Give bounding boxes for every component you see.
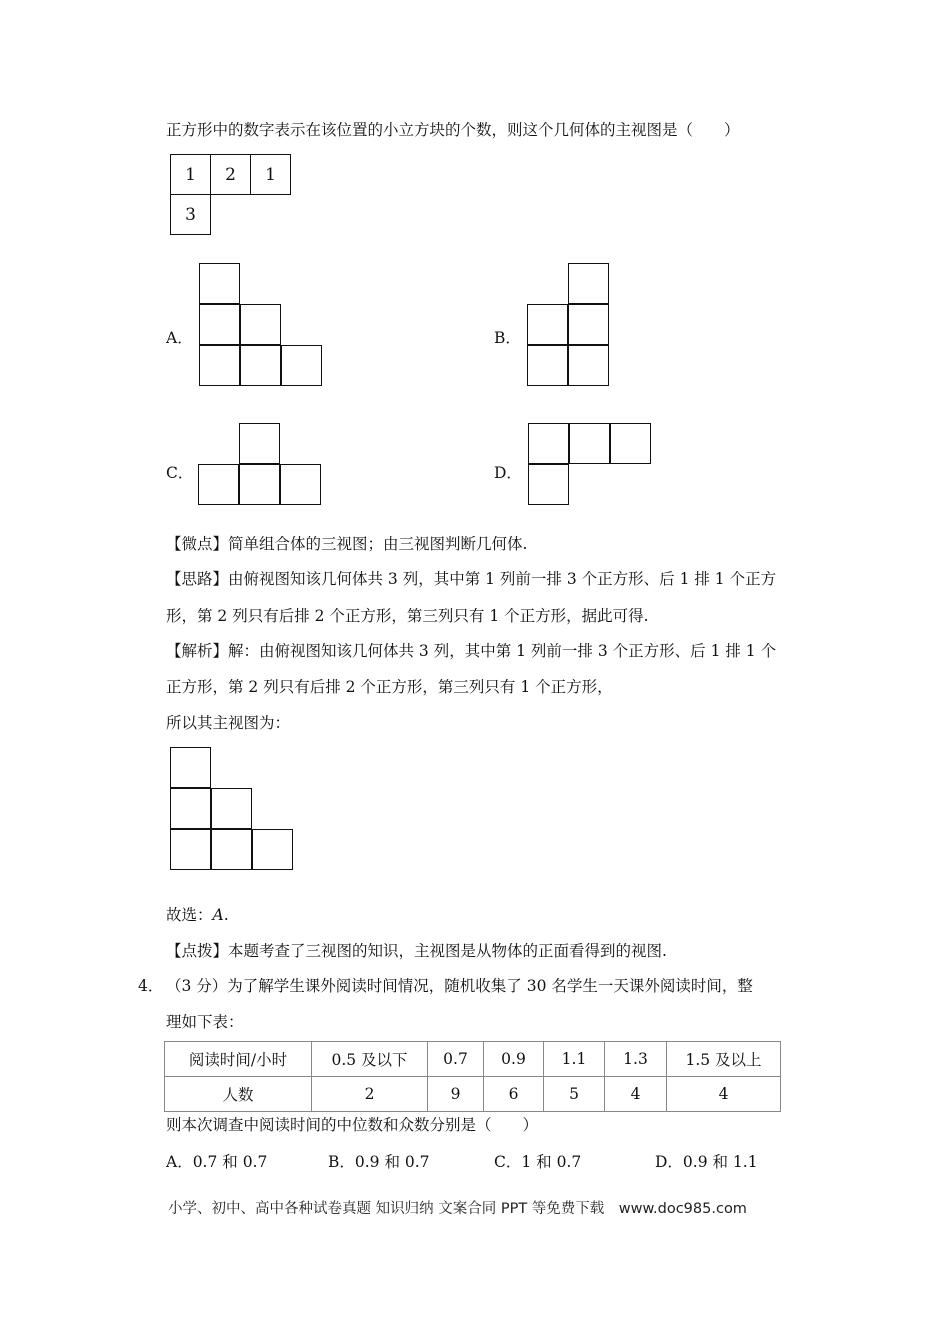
top-view-cell: 1 [250, 154, 291, 195]
square [199, 345, 240, 386]
option-b-label: B． [494, 329, 521, 347]
silu-text-line2: 形，第 2 列只有后排 2 个正方形，第三列只有 1 个正方形，据此可得. [166, 607, 649, 625]
table-cell: 人数 [165, 1077, 312, 1112]
q4-number: 4． [138, 977, 164, 995]
q4-line1 [138, 976, 753, 996]
table-header-cell: 1.5 及以上 [667, 1042, 781, 1077]
option-d-label: D． [494, 464, 522, 482]
square [280, 464, 321, 505]
table-cell: 9 [428, 1077, 484, 1112]
option-c-label: C． [166, 464, 194, 482]
table-row [165, 1042, 781, 1077]
square [211, 829, 252, 870]
jiexi-text-line1: 【解析】解：由俯视图知该几何体共 3 列，其中第 1 列前一排 3 个正方形、后 1 排 1 个 [166, 642, 777, 660]
table-row [165, 1077, 781, 1112]
square [170, 788, 211, 829]
square [528, 423, 569, 464]
silu-text-line1: 【思路】由俯视图知该几何体共 3 列，其中第 1 列前一排 3 个正方形、后 1 排 1 个正方 [166, 570, 777, 588]
top-view-cell: 3 [170, 194, 211, 235]
square [170, 747, 211, 788]
square [239, 464, 280, 505]
square [527, 304, 568, 345]
q4-text-line2: 理如下表： [166, 1013, 244, 1031]
square [568, 345, 609, 386]
answer-suffix: . [223, 906, 229, 924]
square [569, 423, 610, 464]
reading-time-table [164, 1041, 781, 1112]
table-cell: 4 [605, 1077, 667, 1112]
square [240, 345, 281, 386]
weidian-text: 【微点】简单组合体的三视图；由三视图判断几何体. [166, 535, 528, 553]
q4-text-line1: （3 分）为了解学生课外阅读时间情况，随机收集了 30 名学生一天课外阅读时间，整 [166, 977, 753, 995]
square [527, 345, 568, 386]
square [198, 464, 239, 505]
option-a-label: A． [166, 329, 193, 347]
table-header-cell: 1.3 [605, 1042, 667, 1077]
square [211, 788, 252, 829]
q4-question: 则本次调查中阅读时间的中位数和众数分别是（ ） [166, 1116, 539, 1134]
question-stem: 正方形中的数字表示在该位置的小立方块的个数，则这个几何体的主视图是（ ） [166, 121, 740, 139]
table-cell: 2 [312, 1077, 428, 1112]
jiexi-text-line2: 正方形，第 2 列只有后排 2 个正方形，第三列只有 1 个正方形， [166, 678, 613, 696]
q4-choice-d: D．0.9 和 1.1 [655, 1153, 758, 1171]
square [240, 304, 281, 345]
page-footer: 小学、初中、高中各种试卷真题 知识归纳 文案合同 PPT 等免费下载 www.doc985.com [168, 1201, 747, 1217]
answer-letter: A [212, 906, 224, 924]
q4-choice-a: A．0.7 和 0.7 [166, 1153, 268, 1171]
table-header-cell: 1.1 [544, 1042, 605, 1077]
top-view-cell: 1 [170, 154, 211, 195]
answer-line [166, 905, 229, 925]
table-header-cell: 阅读时间/小时 [165, 1042, 312, 1077]
table-cell: 4 [667, 1077, 781, 1112]
square [568, 263, 609, 304]
square [170, 829, 211, 870]
square [239, 423, 280, 464]
q4-choice-c: C．1 和 0.7 [494, 1153, 582, 1171]
table-cell: 6 [484, 1077, 544, 1112]
table-header-cell: 0.9 [484, 1042, 544, 1077]
square [610, 423, 651, 464]
jiexi-text-line3: 所以其主视图为： [166, 714, 291, 732]
top-view-cell: 2 [210, 154, 251, 195]
answer-prefix: 故选： [166, 906, 213, 924]
table-header-cell: 0.7 [428, 1042, 484, 1077]
square [252, 829, 293, 870]
table-cell: 5 [544, 1077, 605, 1112]
square [568, 304, 609, 345]
dianbo-text: 【点拨】本题考查了三视图的知识，主视图是从物体的正面看得到的视图. [166, 942, 667, 960]
square [199, 263, 240, 304]
square [528, 464, 569, 505]
table-header-cell: 0.5 及以下 [312, 1042, 428, 1077]
q4-choice-b: B．0.9 和 0.7 [328, 1153, 430, 1171]
square [199, 304, 240, 345]
square [281, 345, 322, 386]
